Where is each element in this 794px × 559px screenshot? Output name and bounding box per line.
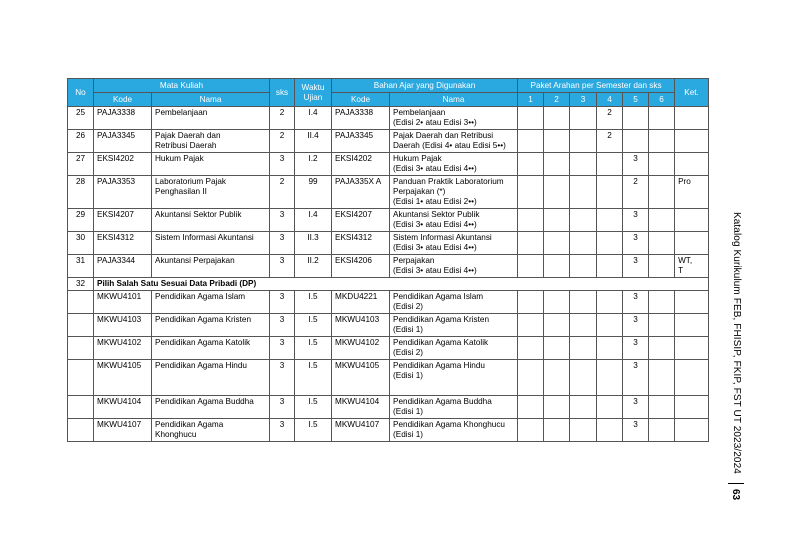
semester-4-sks (597, 360, 623, 396)
course-sks: 3 (270, 396, 295, 419)
course-name: Pendidikan Agama Hindu (152, 360, 270, 396)
semester-1-sks (518, 153, 544, 176)
table-row (68, 396, 709, 419)
course-code: PAJA3344 (94, 255, 152, 278)
course-code: MKWU4103 (94, 314, 152, 337)
semester-1-sks (518, 360, 544, 396)
exam-time: I.5 (295, 396, 332, 419)
semester-2-sks (544, 337, 570, 360)
course-code: MKWU4102 (94, 337, 152, 360)
semester-2-sks (544, 130, 570, 153)
course-sks: 3 (270, 419, 295, 442)
row-number: 26 (68, 130, 94, 153)
semester-5-sks: 3 (623, 337, 649, 360)
header-semester-5: 5 (623, 93, 649, 107)
semester-3-sks (570, 360, 597, 396)
semester-5-sks: 3 (623, 291, 649, 314)
exam-time: I.4 (295, 209, 332, 232)
course-sks: 3 (270, 232, 295, 255)
exam-time: II.3 (295, 232, 332, 255)
exam-time: 99 (295, 176, 332, 209)
material-name: Pajak Daerah dan Retribusi Daerah (Edisi 4• atau Edisi 5••) (390, 130, 518, 153)
course-name: Pendidikan Agama Buddha (152, 396, 270, 419)
table-row (68, 232, 709, 255)
material-code: MKWU4103 (332, 314, 390, 337)
material-code: MKWU4102 (332, 337, 390, 360)
semester-3-sks (570, 130, 597, 153)
remarks: WT, T (675, 255, 709, 278)
material-name: Pendidikan Agama Buddha (Edisi 1) (390, 396, 518, 419)
header-semester-4: 4 (597, 93, 623, 107)
remarks (675, 153, 709, 176)
course-sks: 3 (270, 337, 295, 360)
group-heading: Pilih Salah Satu Sesuai Data Pribadi (DP) (94, 278, 709, 291)
semester-3-sks (570, 396, 597, 419)
semester-3-sks (570, 337, 597, 360)
semester-1-sks (518, 419, 544, 442)
semester-3-sks (570, 153, 597, 176)
row-number (68, 360, 94, 396)
table-row (68, 278, 709, 291)
semester-2-sks (544, 419, 570, 442)
table-row (68, 130, 709, 153)
header-sks: sks (270, 79, 295, 107)
material-code: MKWU4107 (332, 419, 390, 442)
semester-4-sks: 2 (597, 107, 623, 130)
course-code: MKWU4107 (94, 419, 152, 442)
course-sks: 2 (270, 107, 295, 130)
semester-5-sks: 2 (623, 176, 649, 209)
course-code: MKWU4105 (94, 360, 152, 396)
remarks (675, 107, 709, 130)
remarks (675, 130, 709, 153)
header-paket: Paket Arahan per Semester dan sks (518, 79, 675, 93)
row-number: 31 (68, 255, 94, 278)
course-sks: 3 (270, 153, 295, 176)
semester-6-sks (649, 232, 675, 255)
exam-time: I.5 (295, 419, 332, 442)
semester-2-sks (544, 255, 570, 278)
semester-4-sks (597, 209, 623, 232)
semester-2-sks (544, 107, 570, 130)
course-code: MKWU4101 (94, 291, 152, 314)
semester-2-sks (544, 153, 570, 176)
row-number: 28 (68, 176, 94, 209)
exam-time: I.4 (295, 107, 332, 130)
material-code: PAJA3338 (332, 107, 390, 130)
semester-1-sks (518, 255, 544, 278)
header-bahan-kode: Kode (332, 93, 390, 107)
course-name: Sistem Informasi Akuntansi (152, 232, 270, 255)
course-code: EKSI4312 (94, 232, 152, 255)
course-sks: 3 (270, 360, 295, 396)
course-code: PAJA3345 (94, 130, 152, 153)
course-name: Pendidikan Agama Katolik (152, 337, 270, 360)
material-name: Pendidikan Agama Hindu (Edisi 1) (390, 360, 518, 396)
semester-2-sks (544, 291, 570, 314)
course-sks: 2 (270, 176, 295, 209)
semester-5-sks: 3 (623, 232, 649, 255)
material-code: PAJA3345 (332, 130, 390, 153)
semester-5-sks: 3 (623, 314, 649, 337)
course-name: Pendidikan Agama Islam (152, 291, 270, 314)
semester-2-sks (544, 360, 570, 396)
semester-5-sks: 3 (623, 209, 649, 232)
course-name: Pajak Daerah dan Retribusi Daerah (152, 130, 270, 153)
course-sks: 3 (270, 291, 295, 314)
table-body (68, 107, 709, 442)
table-row (68, 360, 709, 396)
semester-1-sks (518, 314, 544, 337)
row-number: 30 (68, 232, 94, 255)
material-name: Hukum Pajak (Edisi 3• atau Edisi 4••) (390, 153, 518, 176)
catalog-side-title: Katalog Kurikulum FEB, FHISIP, FKIP, FST UT 2023/2024 (731, 212, 742, 474)
course-sks: 2 (270, 130, 295, 153)
semester-2-sks (544, 209, 570, 232)
exam-time: I.5 (295, 314, 332, 337)
table-row (68, 209, 709, 232)
material-code: MKDU4221 (332, 291, 390, 314)
material-name: Sistem Informasi Akuntansi (Edisi 3• atau Edisi 4••) (390, 232, 518, 255)
semester-1-sks (518, 396, 544, 419)
semester-4-sks: 2 (597, 130, 623, 153)
semester-4-sks (597, 176, 623, 209)
semester-4-sks (597, 314, 623, 337)
semester-2-sks (544, 176, 570, 209)
semester-4-sks (597, 291, 623, 314)
row-number (68, 314, 94, 337)
course-sks: 3 (270, 314, 295, 337)
semester-5-sks: 3 (623, 255, 649, 278)
material-code: MKWU4104 (332, 396, 390, 419)
semester-5-sks: 3 (623, 419, 649, 442)
semester-6-sks (649, 107, 675, 130)
course-code: EKSI4202 (94, 153, 152, 176)
remarks (675, 209, 709, 232)
semester-1-sks (518, 107, 544, 130)
remarks (675, 232, 709, 255)
course-code: MKWU4104 (94, 396, 152, 419)
semester-1-sks (518, 337, 544, 360)
row-number: 32 (68, 278, 94, 291)
semester-4-sks (597, 255, 623, 278)
semester-5-sks (623, 130, 649, 153)
table-row (68, 153, 709, 176)
exam-time: I.5 (295, 291, 332, 314)
row-number (68, 291, 94, 314)
semester-3-sks (570, 314, 597, 337)
header-bahan-nama: Nama (390, 93, 518, 107)
exam-time: II.4 (295, 130, 332, 153)
semester-2-sks (544, 232, 570, 255)
row-number (68, 337, 94, 360)
semester-1-sks (518, 176, 544, 209)
semester-3-sks (570, 176, 597, 209)
semester-2-sks (544, 314, 570, 337)
course-sks: 3 (270, 209, 295, 232)
remarks (675, 314, 709, 337)
course-sks: 3 (270, 255, 295, 278)
course-name: Akuntansi Perpajakan (152, 255, 270, 278)
page-number-divider (728, 483, 744, 484)
material-name: Panduan Praktik Laboratorium Perpajakan (*) (Edisi 1• atau Edisi 2••) (390, 176, 518, 209)
semester-1-sks (518, 291, 544, 314)
course-name: Hukum Pajak (152, 153, 270, 176)
material-name: Akuntansi Sektor Publik (Edisi 3• atau Edisi 4••) (390, 209, 518, 232)
material-code: EKSI4312 (332, 232, 390, 255)
semester-6-sks (649, 255, 675, 278)
remarks: Pro (675, 176, 709, 209)
material-code: EKSI4206 (332, 255, 390, 278)
material-code: EKSI4207 (332, 209, 390, 232)
course-name: Laboratorium Pajak Penghasilan II (152, 176, 270, 209)
table-row (68, 176, 709, 209)
remarks (675, 419, 709, 442)
material-name: Pendidikan Agama Katolik (Edisi 2) (390, 337, 518, 360)
semester-3-sks (570, 291, 597, 314)
semester-3-sks (570, 232, 597, 255)
row-number: 27 (68, 153, 94, 176)
header-mata-kuliah: Mata Kuliah (94, 79, 270, 93)
semester-3-sks (570, 255, 597, 278)
table-row (68, 314, 709, 337)
exam-time: II.2 (295, 255, 332, 278)
material-code: MKWU4105 (332, 360, 390, 396)
semester-5-sks (623, 107, 649, 130)
header-semester-3: 3 (570, 93, 597, 107)
header-kode: Kode (94, 93, 152, 107)
material-code: EKSI4202 (332, 153, 390, 176)
header-waktu-ujian: Waktu Ujian (295, 79, 332, 107)
semester-1-sks (518, 209, 544, 232)
course-code: PAJA3338 (94, 107, 152, 130)
exam-time: I.5 (295, 360, 332, 396)
row-number (68, 396, 94, 419)
header-nama: Nama (152, 93, 270, 107)
material-name: Pendidikan Agama Kristen (Edisi 1) (390, 314, 518, 337)
row-number (68, 419, 94, 442)
table-row (68, 419, 709, 442)
header-semester-2: 2 (544, 93, 570, 107)
exam-time: I.2 (295, 153, 332, 176)
semester-6-sks (649, 314, 675, 337)
semester-6-sks (649, 209, 675, 232)
page-number: 63 (730, 489, 741, 501)
semester-3-sks (570, 107, 597, 130)
curriculum-table (67, 78, 709, 442)
remarks (675, 291, 709, 314)
header-semester-1: 1 (518, 93, 544, 107)
row-number: 29 (68, 209, 94, 232)
semester-4-sks (597, 232, 623, 255)
header-ket: Ket. (675, 79, 709, 107)
header-no: No (68, 79, 94, 107)
row-number: 25 (68, 107, 94, 130)
semester-3-sks (570, 419, 597, 442)
semester-4-sks (597, 153, 623, 176)
remarks (675, 360, 709, 396)
material-name: Pendidikan Agama Khonghucu (Edisi 1) (390, 419, 518, 442)
semester-4-sks (597, 396, 623, 419)
semester-6-sks (649, 419, 675, 442)
semester-6-sks (649, 337, 675, 360)
semester-1-sks (518, 130, 544, 153)
material-code: PAJA335X A (332, 176, 390, 209)
semester-6-sks (649, 153, 675, 176)
semester-5-sks: 3 (623, 360, 649, 396)
semester-6-sks (649, 360, 675, 396)
material-name: Pendidikan Agama Islam (Edisi 2) (390, 291, 518, 314)
header-bahan-ajar: Bahan Ajar yang Digunakan (332, 79, 518, 93)
remarks (675, 337, 709, 360)
table-row (68, 107, 709, 130)
material-name: Perpajakan (Edisi 3• atau Edisi 4••) (390, 255, 518, 278)
semester-6-sks (649, 291, 675, 314)
course-name: Pembelanjaan (152, 107, 270, 130)
remarks (675, 396, 709, 419)
semester-5-sks: 3 (623, 153, 649, 176)
semester-2-sks (544, 396, 570, 419)
header-semester-6: 6 (649, 93, 675, 107)
semester-6-sks (649, 396, 675, 419)
semester-4-sks (597, 337, 623, 360)
table-row (68, 255, 709, 278)
table-row (68, 337, 709, 360)
material-name: Pembelanjaan (Edisi 2• atau Edisi 3••) (390, 107, 518, 130)
semester-6-sks (649, 130, 675, 153)
course-code: EKSI4207 (94, 209, 152, 232)
exam-time: I.5 (295, 337, 332, 360)
course-name: Pendidikan Agama Khonghucu (152, 419, 270, 442)
course-code: PAJA3353 (94, 176, 152, 209)
course-name: Akuntansi Sektor Publik (152, 209, 270, 232)
semester-1-sks (518, 232, 544, 255)
semester-4-sks (597, 419, 623, 442)
semester-5-sks: 3 (623, 396, 649, 419)
semester-3-sks (570, 209, 597, 232)
semester-6-sks (649, 176, 675, 209)
table-row (68, 291, 709, 314)
course-name: Pendidikan Agama Kristen (152, 314, 270, 337)
